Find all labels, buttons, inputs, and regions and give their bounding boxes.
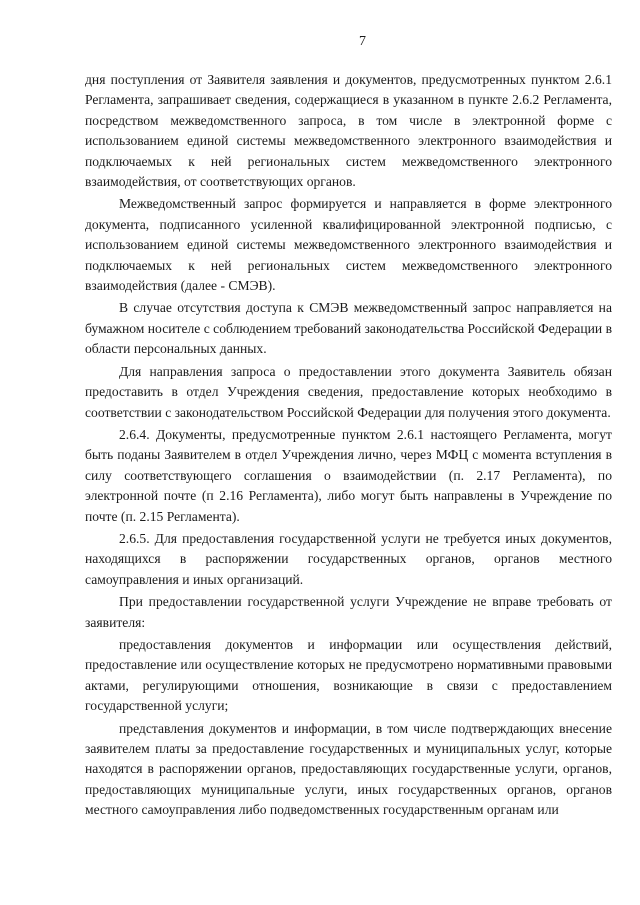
paragraph: Межведомственный запрос формируется и направляется в форме электронного документа, подписанного усиленной квалифицированной электронной подписью, с использованием единой системы межведомственного электронного взаимодействия и подключаемых к ней региональных систем межведомственного электронного взаимодействия (далее - СМЭВ). [85,196,612,294]
paragraph: 2.6.5. Для предоставления государственной услуги не требуется иных документов, находящихся в распоряжении государственных органов, органов местного самоуправления и иных организаций. [85,530,612,587]
paragraph: Для направления запроса о предоставлении этого документа Заявитель обязан предоставить в отдел Учреждения сведения, предоставление которых необходимо в соответствии с законодательством Российской Федерации для получения этого документа. [85,363,612,420]
paragraph: В случае отсутствия доступа к СМЭВ межведомственный запрос направляется на бумажном носителе с соблюдением требований законодательства Российской Федерации в области персональных данных. [85,300,612,357]
page-number: 7 [359,34,366,49]
document-body [85,70,612,821]
paragraph: дня поступления от Заявителя заявления и документов, предусмотренных пунктом 2.6.1 Регламента, запрашивает сведения, содержащиеся в указанном в пункте 2.6.2 Регламента, посредством межведомственного запроса, в том числе в электронной форме с использованием единой системы межведомственного электронного взаимодействия и подключаемых к ней региональных систем межведомственного электронного взаимодействия, от соответствующих органов. [85,72,612,190]
paragraph: При предоставлении государственной услуги Учреждение не вправе требовать от заявителя: [85,594,612,630]
paragraph: представления документов и информации, в том числе подтверждающих внесение заявителем платы за предоставление государственных и муниципальных услуг, которые находятся в распоряжении органов, предоставляющих государственные услуги, органов, предоставляющих муниципальные услуги, иных государственных органов, органов местного самоуправления либо подведомственных государственным органам или [85,720,612,818]
paragraph: 2.6.4. Документы, предусмотренные пунктом 2.6.1 настоящего Регламента, могут быть поданы Заявителем в отдел Учреждения лично, через МФЦ с момента вступления в силу соответствующего соглашения о взаимодействии (п. 2.17 Регламента), по электронной почте (п 2.16 Регламента), либо могут быть направлены в Учреждение по почте (п. 2.15 Регламента). [85,426,612,524]
paragraph: предоставления документов и информации или осуществления действий, предоставление или осуществление которых не предусмотрено нормативными правовыми актами, регулирующими отношения, возникающие в связи с предоставлением государственной услуги; [85,636,612,714]
